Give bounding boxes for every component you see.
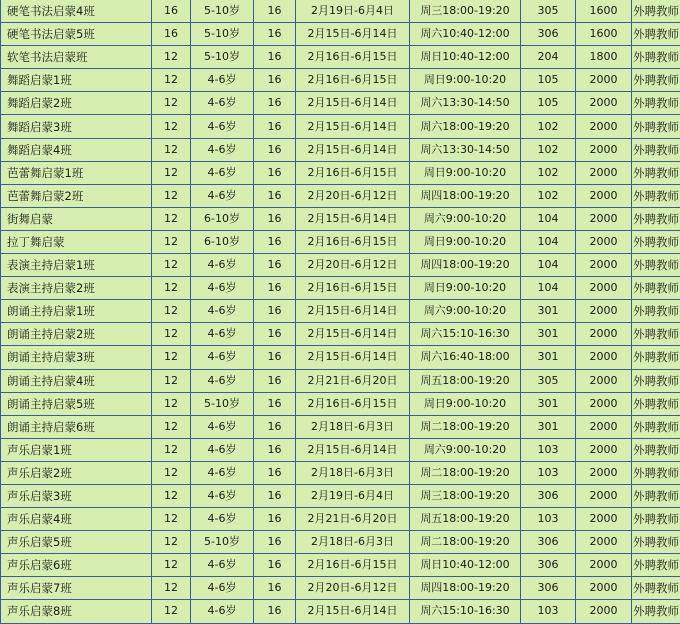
course-name-cell: 声乐启蒙2班: [1, 461, 152, 484]
room-cell: 306: [521, 554, 576, 577]
enrollment-cell: 12: [152, 600, 191, 623]
teacher-cell: 外聘教师: [632, 254, 680, 277]
date-range-cell: 2月16日-6月15日: [296, 277, 410, 300]
sessions-cell: 16: [254, 138, 296, 161]
age-range-cell: 4-6岁: [191, 554, 254, 577]
enrollment-cell: 12: [152, 184, 191, 207]
table-row: [1, 138, 680, 161]
course-name-cell: 朗诵主持启蒙5班: [1, 392, 152, 415]
time-slot-cell: 周六15:10-16:30: [410, 600, 521, 623]
room-cell: 305: [521, 0, 576, 23]
time-slot-cell: 周二18:00-19:20: [410, 531, 521, 554]
date-range-cell: 2月15日-6月14日: [296, 207, 410, 230]
room-cell: 104: [521, 207, 576, 230]
age-range-cell: 4-6岁: [191, 69, 254, 92]
sessions-cell: 16: [254, 346, 296, 369]
time-slot-cell: 周日9:00-10:20: [410, 230, 521, 253]
enrollment-cell: 12: [152, 438, 191, 461]
room-cell: 104: [521, 277, 576, 300]
room-cell: 102: [521, 115, 576, 138]
age-range-cell: 5-10岁: [191, 23, 254, 46]
course-name-cell: 拉丁舞启蒙: [1, 230, 152, 253]
time-slot-cell: 周日9:00-10:20: [410, 392, 521, 415]
date-range-cell: 2月19日-6月4日: [296, 0, 410, 23]
sessions-cell: 16: [254, 438, 296, 461]
room-cell: 301: [521, 300, 576, 323]
teacher-cell: 外聘教师: [632, 92, 680, 115]
course-schedule-body: [1, 0, 680, 623]
age-range-cell: 4-6岁: [191, 346, 254, 369]
date-range-cell: 2月15日-6月14日: [296, 323, 410, 346]
table-row: [1, 438, 680, 461]
course-name-cell: 声乐启蒙5班: [1, 531, 152, 554]
enrollment-cell: 12: [152, 161, 191, 184]
table-row: [1, 230, 680, 253]
enrollment-cell: 12: [152, 323, 191, 346]
fee-cell: 2000: [576, 115, 632, 138]
course-name-cell: 朗诵主持启蒙1班: [1, 300, 152, 323]
time-slot-cell: 周六9:00-10:20: [410, 438, 521, 461]
time-slot-cell: 周日10:40-12:00: [410, 554, 521, 577]
fee-cell: 2000: [576, 300, 632, 323]
course-name-cell: 芭蕾舞启蒙1班: [1, 161, 152, 184]
table-row: [1, 184, 680, 207]
age-range-cell: 4-6岁: [191, 415, 254, 438]
time-slot-cell: 周六9:00-10:20: [410, 207, 521, 230]
time-slot-cell: 周四18:00-19:20: [410, 184, 521, 207]
enrollment-cell: 12: [152, 577, 191, 600]
table-row: [1, 0, 680, 23]
date-range-cell: 2月15日-6月14日: [296, 92, 410, 115]
teacher-cell: 外聘教师: [632, 346, 680, 369]
teacher-cell: 外聘教师: [632, 184, 680, 207]
teacher-cell: 外聘教师: [632, 600, 680, 623]
enrollment-cell: 12: [152, 392, 191, 415]
table-row: [1, 369, 680, 392]
teacher-cell: 外聘教师: [632, 69, 680, 92]
fee-cell: 2000: [576, 207, 632, 230]
enrollment-cell: 12: [152, 230, 191, 253]
enrollment-cell: 12: [152, 531, 191, 554]
age-range-cell: 4-6岁: [191, 508, 254, 531]
course-name-cell: 声乐启蒙4班: [1, 508, 152, 531]
time-slot-cell: 周二18:00-19:20: [410, 461, 521, 484]
time-slot-cell: 周二18:00-19:20: [410, 415, 521, 438]
date-range-cell: 2月20日-6月12日: [296, 184, 410, 207]
date-range-cell: 2月15日-6月14日: [296, 23, 410, 46]
table-row: [1, 207, 680, 230]
time-slot-cell: 周六13:30-14:50: [410, 138, 521, 161]
room-cell: 105: [521, 92, 576, 115]
date-range-cell: 2月16日-6月15日: [296, 230, 410, 253]
course-name-cell: 表演主持启蒙2班: [1, 277, 152, 300]
enrollment-cell: 12: [152, 115, 191, 138]
age-range-cell: 5-10岁: [191, 0, 254, 23]
teacher-cell: 外聘教师: [632, 23, 680, 46]
age-range-cell: 5-10岁: [191, 531, 254, 554]
time-slot-cell: 周四18:00-19:20: [410, 254, 521, 277]
room-cell: 102: [521, 184, 576, 207]
date-range-cell: 2月20日-6月12日: [296, 254, 410, 277]
fee-cell: 2000: [576, 69, 632, 92]
fee-cell: 2000: [576, 92, 632, 115]
enrollment-cell: 12: [152, 415, 191, 438]
date-range-cell: 2月20日-6月12日: [296, 577, 410, 600]
date-range-cell: 2月16日-6月15日: [296, 161, 410, 184]
enrollment-cell: 12: [152, 554, 191, 577]
time-slot-cell: 周日9:00-10:20: [410, 277, 521, 300]
room-cell: 306: [521, 23, 576, 46]
time-slot-cell: 周六10:40-12:00: [410, 23, 521, 46]
fee-cell: 2000: [576, 508, 632, 531]
sessions-cell: 16: [254, 484, 296, 507]
sessions-cell: 16: [254, 254, 296, 277]
date-range-cell: 2月15日-6月14日: [296, 600, 410, 623]
sessions-cell: 16: [254, 115, 296, 138]
date-range-cell: 2月21日-6月20日: [296, 508, 410, 531]
sessions-cell: 16: [254, 0, 296, 23]
time-slot-cell: 周六16:40-18:00: [410, 346, 521, 369]
table-row: [1, 161, 680, 184]
date-range-cell: 2月15日-6月14日: [296, 346, 410, 369]
enrollment-cell: 16: [152, 0, 191, 23]
enrollment-cell: 12: [152, 461, 191, 484]
table-row: [1, 115, 680, 138]
enrollment-cell: 12: [152, 207, 191, 230]
age-range-cell: 6-10岁: [191, 207, 254, 230]
age-range-cell: 4-6岁: [191, 254, 254, 277]
enrollment-cell: 12: [152, 277, 191, 300]
sessions-cell: 16: [254, 69, 296, 92]
enrollment-cell: 12: [152, 92, 191, 115]
table-row: [1, 600, 680, 623]
teacher-cell: 外聘教师: [632, 277, 680, 300]
teacher-cell: 外聘教师: [632, 300, 680, 323]
room-cell: 105: [521, 69, 576, 92]
teacher-cell: 外聘教师: [632, 461, 680, 484]
course-name-cell: 朗诵主持启蒙4班: [1, 369, 152, 392]
sessions-cell: 16: [254, 369, 296, 392]
table-row: [1, 554, 680, 577]
teacher-cell: 外聘教师: [632, 230, 680, 253]
room-cell: 301: [521, 323, 576, 346]
time-slot-cell: 周六18:00-19:20: [410, 115, 521, 138]
sessions-cell: 16: [254, 392, 296, 415]
course-name-cell: 舞蹈启蒙2班: [1, 92, 152, 115]
fee-cell: 2000: [576, 346, 632, 369]
fee-cell: 2000: [576, 254, 632, 277]
room-cell: 204: [521, 46, 576, 69]
date-range-cell: 2月15日-6月14日: [296, 138, 410, 161]
date-range-cell: 2月15日-6月14日: [296, 115, 410, 138]
fee-cell: 2000: [576, 277, 632, 300]
enrollment-cell: 12: [152, 484, 191, 507]
course-name-cell: 声乐启蒙7班: [1, 577, 152, 600]
date-range-cell: 2月21日-6月20日: [296, 369, 410, 392]
course-name-cell: 软笔书法启蒙班: [1, 46, 152, 69]
table-row: [1, 346, 680, 369]
table-row: [1, 69, 680, 92]
sessions-cell: 16: [254, 554, 296, 577]
table-row: [1, 277, 680, 300]
fee-cell: 2000: [576, 369, 632, 392]
teacher-cell: 外聘教师: [632, 392, 680, 415]
table-row: [1, 531, 680, 554]
fee-cell: 2000: [576, 323, 632, 346]
teacher-cell: 外聘教师: [632, 323, 680, 346]
enrollment-cell: 12: [152, 508, 191, 531]
age-range-cell: 4-6岁: [191, 300, 254, 323]
fee-cell: 2000: [576, 415, 632, 438]
table-row: [1, 254, 680, 277]
course-name-cell: 朗诵主持启蒙6班: [1, 415, 152, 438]
sessions-cell: 16: [254, 92, 296, 115]
room-cell: 104: [521, 230, 576, 253]
date-range-cell: 2月16日-6月15日: [296, 554, 410, 577]
room-cell: 103: [521, 600, 576, 623]
course-name-cell: 硬笔书法启蒙5班: [1, 23, 152, 46]
enrollment-cell: 12: [152, 369, 191, 392]
room-cell: 301: [521, 415, 576, 438]
enrollment-cell: 12: [152, 46, 191, 69]
room-cell: 305: [521, 369, 576, 392]
age-range-cell: 4-6岁: [191, 115, 254, 138]
time-slot-cell: 周日9:00-10:20: [410, 69, 521, 92]
room-cell: 102: [521, 161, 576, 184]
time-slot-cell: 周六13:30-14:50: [410, 92, 521, 115]
time-slot-cell: 周四18:00-19:20: [410, 577, 521, 600]
age-range-cell: 5-10岁: [191, 46, 254, 69]
enrollment-cell: 12: [152, 138, 191, 161]
enrollment-cell: 16: [152, 23, 191, 46]
time-slot-cell: 周日10:40-12:00: [410, 46, 521, 69]
course-name-cell: 声乐启蒙3班: [1, 484, 152, 507]
table-row: [1, 92, 680, 115]
age-range-cell: 4-6岁: [191, 600, 254, 623]
teacher-cell: 外聘教师: [632, 138, 680, 161]
teacher-cell: 外聘教师: [632, 508, 680, 531]
date-range-cell: 2月16日-6月15日: [296, 46, 410, 69]
fee-cell: 2000: [576, 138, 632, 161]
fee-cell: 2000: [576, 461, 632, 484]
teacher-cell: 外聘教师: [632, 161, 680, 184]
table-row: [1, 392, 680, 415]
course-name-cell: 舞蹈启蒙1班: [1, 69, 152, 92]
age-range-cell: 4-6岁: [191, 161, 254, 184]
teacher-cell: 外聘教师: [632, 438, 680, 461]
fee-cell: 2000: [576, 484, 632, 507]
age-range-cell: 4-6岁: [191, 484, 254, 507]
room-cell: 301: [521, 392, 576, 415]
course-name-cell: 街舞启蒙: [1, 207, 152, 230]
room-cell: 103: [521, 508, 576, 531]
sessions-cell: 16: [254, 277, 296, 300]
course-name-cell: 舞蹈启蒙3班: [1, 115, 152, 138]
course-name-cell: 表演主持启蒙1班: [1, 254, 152, 277]
date-range-cell: 2月16日-6月15日: [296, 392, 410, 415]
table-row: [1, 300, 680, 323]
table-row: [1, 577, 680, 600]
table-row: [1, 484, 680, 507]
teacher-cell: 外聘教师: [632, 46, 680, 69]
age-range-cell: 4-6岁: [191, 438, 254, 461]
fee-cell: 2000: [576, 438, 632, 461]
sessions-cell: 16: [254, 531, 296, 554]
date-range-cell: 2月18日-6月3日: [296, 461, 410, 484]
date-range-cell: 2月16日-6月15日: [296, 69, 410, 92]
age-range-cell: 4-6岁: [191, 184, 254, 207]
course-name-cell: 声乐启蒙8班: [1, 600, 152, 623]
sessions-cell: 16: [254, 508, 296, 531]
date-range-cell: 2月15日-6月14日: [296, 438, 410, 461]
teacher-cell: 外聘教师: [632, 369, 680, 392]
fee-cell: 2000: [576, 577, 632, 600]
course-name-cell: 硬笔书法启蒙4班: [1, 0, 152, 23]
fee-cell: 2000: [576, 554, 632, 577]
teacher-cell: 外聘教师: [632, 531, 680, 554]
age-range-cell: 4-6岁: [191, 323, 254, 346]
age-range-cell: 6-10岁: [191, 230, 254, 253]
time-slot-cell: 周日9:00-10:20: [410, 161, 521, 184]
sessions-cell: 16: [254, 46, 296, 69]
room-cell: 306: [521, 531, 576, 554]
enrollment-cell: 12: [152, 300, 191, 323]
room-cell: 306: [521, 577, 576, 600]
room-cell: 301: [521, 346, 576, 369]
fee-cell: 1600: [576, 0, 632, 23]
fee-cell: 2000: [576, 392, 632, 415]
date-range-cell: 2月18日-6月3日: [296, 531, 410, 554]
date-range-cell: 2月18日-6月3日: [296, 415, 410, 438]
time-slot-cell: 周五18:00-19:20: [410, 508, 521, 531]
fee-cell: 1600: [576, 23, 632, 46]
age-range-cell: 5-10岁: [191, 392, 254, 415]
sessions-cell: 16: [254, 161, 296, 184]
table-row: [1, 415, 680, 438]
table-row: [1, 461, 680, 484]
fee-cell: 2000: [576, 230, 632, 253]
course-name-cell: 舞蹈启蒙4班: [1, 138, 152, 161]
age-range-cell: 4-6岁: [191, 577, 254, 600]
teacher-cell: 外聘教师: [632, 0, 680, 23]
time-slot-cell: 周三18:00-19:20: [410, 0, 521, 23]
sessions-cell: 16: [254, 415, 296, 438]
age-range-cell: 4-6岁: [191, 369, 254, 392]
room-cell: 103: [521, 438, 576, 461]
teacher-cell: 外聘教师: [632, 554, 680, 577]
sessions-cell: 16: [254, 230, 296, 253]
time-slot-cell: 周五18:00-19:20: [410, 369, 521, 392]
teacher-cell: 外聘教师: [632, 484, 680, 507]
sessions-cell: 16: [254, 300, 296, 323]
table-row: [1, 46, 680, 69]
course-name-cell: 芭蕾舞启蒙2班: [1, 184, 152, 207]
date-range-cell: 2月15日-6月14日: [296, 300, 410, 323]
time-slot-cell: 周三18:00-19:20: [410, 484, 521, 507]
course-name-cell: 朗诵主持启蒙2班: [1, 323, 152, 346]
fee-cell: 2000: [576, 161, 632, 184]
room-cell: 306: [521, 484, 576, 507]
time-slot-cell: 周六9:00-10:20: [410, 300, 521, 323]
teacher-cell: 外聘教师: [632, 115, 680, 138]
sessions-cell: 16: [254, 23, 296, 46]
age-range-cell: 4-6岁: [191, 461, 254, 484]
room-cell: 103: [521, 461, 576, 484]
sessions-cell: 16: [254, 323, 296, 346]
sessions-cell: 16: [254, 577, 296, 600]
course-name-cell: 声乐启蒙6班: [1, 554, 152, 577]
date-range-cell: 2月19日-6月4日: [296, 484, 410, 507]
course-name-cell: 声乐启蒙1班: [1, 438, 152, 461]
teacher-cell: 外聘教师: [632, 207, 680, 230]
teacher-cell: 外聘教师: [632, 577, 680, 600]
teacher-cell: 外聘教师: [632, 415, 680, 438]
age-range-cell: 4-6岁: [191, 277, 254, 300]
age-range-cell: 4-6岁: [191, 92, 254, 115]
sessions-cell: 16: [254, 461, 296, 484]
course-name-cell: 朗诵主持启蒙3班: [1, 346, 152, 369]
table-row: [1, 23, 680, 46]
time-slot-cell: 周六15:10-16:30: [410, 323, 521, 346]
fee-cell: 1800: [576, 46, 632, 69]
room-cell: 104: [521, 254, 576, 277]
fee-cell: 2000: [576, 531, 632, 554]
fee-cell: 2000: [576, 600, 632, 623]
sessions-cell: 16: [254, 207, 296, 230]
enrollment-cell: 12: [152, 346, 191, 369]
fee-cell: 2000: [576, 184, 632, 207]
table-row: [1, 508, 680, 531]
age-range-cell: 4-6岁: [191, 138, 254, 161]
enrollment-cell: 12: [152, 69, 191, 92]
sessions-cell: 16: [254, 600, 296, 623]
enrollment-cell: 12: [152, 254, 191, 277]
sessions-cell: 16: [254, 184, 296, 207]
table-row: [1, 323, 680, 346]
room-cell: 102: [521, 138, 576, 161]
